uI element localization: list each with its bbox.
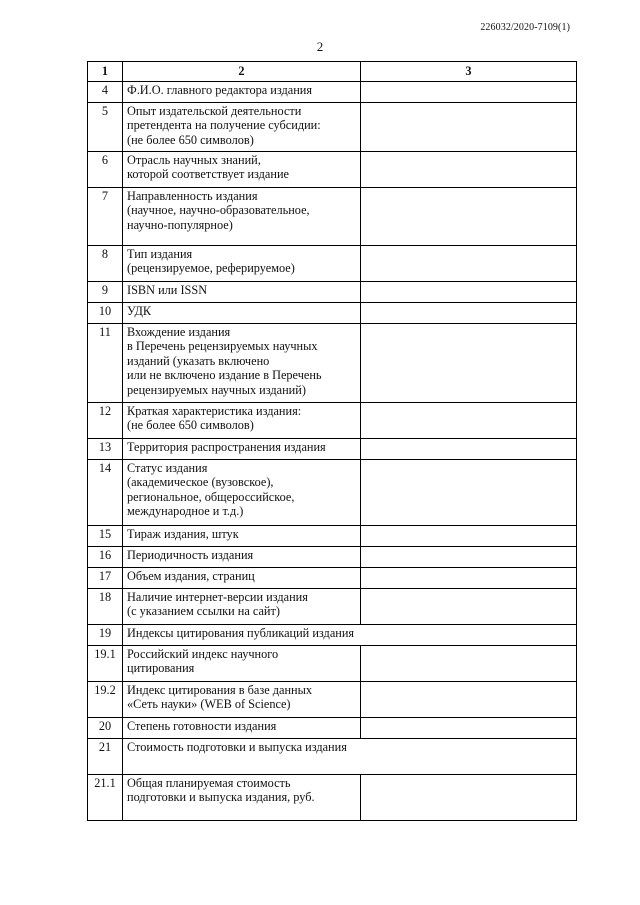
row-value-field[interactable] xyxy=(361,459,577,525)
row-number: 16 xyxy=(88,546,123,567)
row-value-field[interactable] xyxy=(361,438,577,459)
row-number: 8 xyxy=(88,245,123,281)
row-value-field[interactable] xyxy=(361,588,577,624)
row-number: 19 xyxy=(88,624,123,645)
table-row xyxy=(88,546,577,567)
row-label: Отрасль научных знаний, которой соответствует издание xyxy=(123,151,361,187)
table-row xyxy=(88,151,577,187)
row-number: 19.1 xyxy=(88,645,123,681)
row-number: 14 xyxy=(88,459,123,525)
document-id: 226032/2020-7109(1) xyxy=(480,22,570,33)
table-row xyxy=(88,281,577,302)
page-number: 2 xyxy=(316,39,324,54)
row-label: Вхождение издания в Перечень рецензируемых научных изданий (указать включено или не включено издание в Перечень рецензируемых научных изданий) xyxy=(123,323,361,402)
table-row xyxy=(88,645,577,681)
row-number: 10 xyxy=(88,302,123,323)
row-value-field[interactable] xyxy=(361,402,577,438)
row-label: Статус издания (академическое (вузовское), региональное, общероссийское, международное и т.д.) xyxy=(123,459,361,525)
row-value-field[interactable] xyxy=(361,567,577,588)
row-number: 15 xyxy=(88,525,123,546)
table-row xyxy=(88,681,577,717)
table-row xyxy=(88,302,577,323)
row-number: 12 xyxy=(88,402,123,438)
table-row xyxy=(88,438,577,459)
row-value-field[interactable] xyxy=(361,151,577,187)
table-header-row xyxy=(88,62,577,82)
row-value-field[interactable] xyxy=(361,546,577,567)
table-row xyxy=(88,402,577,438)
row-value-field[interactable] xyxy=(361,717,577,738)
row-value-field[interactable] xyxy=(361,102,577,151)
row-label: Направленность издания (научное, научно-образовательное, научно-популярное) xyxy=(123,187,361,245)
row-number: 20 xyxy=(88,717,123,738)
row-label: Общая планируемая стоимость подготовки и выпуска издания, руб. xyxy=(123,774,361,820)
table-row xyxy=(88,187,577,245)
row-label: Территория распространения издания xyxy=(123,438,361,459)
row-label: Тип издания (рецензируемое, реферируемое) xyxy=(123,245,361,281)
row-number: 7 xyxy=(88,187,123,245)
row-label: Степень готовности издания xyxy=(123,717,361,738)
table-row xyxy=(88,738,577,774)
row-label: Наличие интернет-версии издания (с указанием ссылки на сайт) xyxy=(123,588,361,624)
row-number: 11 xyxy=(88,323,123,402)
application-form-table xyxy=(87,61,577,821)
table-row xyxy=(88,624,577,645)
row-value-field[interactable] xyxy=(361,645,577,681)
row-label: УДК xyxy=(123,302,361,323)
row-value-field[interactable] xyxy=(361,281,577,302)
row-label: Индекс цитирования в базе данных «Сеть науки» (WEB of Science) xyxy=(123,681,361,717)
header-col-1: 1 xyxy=(88,62,123,82)
row-value-field[interactable] xyxy=(361,187,577,245)
row-number: 4 xyxy=(88,81,123,102)
table-row xyxy=(88,459,577,525)
table-row xyxy=(88,245,577,281)
table-row xyxy=(88,102,577,151)
table-row xyxy=(88,81,577,102)
table-row xyxy=(88,588,577,624)
row-number: 6 xyxy=(88,151,123,187)
header-col-2: 2 xyxy=(123,62,361,82)
row-label: ISBN или ISSN xyxy=(123,281,361,302)
row-value-field[interactable] xyxy=(361,81,577,102)
row-value-field[interactable] xyxy=(361,245,577,281)
row-number: 13 xyxy=(88,438,123,459)
table-row xyxy=(88,323,577,402)
table-row xyxy=(88,567,577,588)
row-number: 17 xyxy=(88,567,123,588)
row-label: Ф.И.О. главного редактора издания xyxy=(123,81,361,102)
row-label: Российский индекс научного цитирования xyxy=(123,645,361,681)
row-label: Тираж издания, штук xyxy=(123,525,361,546)
row-label: Объем издания, страниц xyxy=(123,567,361,588)
row-label: Индексы цитирования публикаций издания xyxy=(123,624,577,645)
row-label: Краткая характеристика издания: (не более 650 символов) xyxy=(123,402,361,438)
row-number: 19.2 xyxy=(88,681,123,717)
row-label: Опыт издательской деятельности претендента на получение субсидии: (не более 650 символов) xyxy=(123,102,361,151)
table-row xyxy=(88,774,577,820)
table-body xyxy=(88,81,577,820)
table-row xyxy=(88,717,577,738)
row-value-field[interactable] xyxy=(361,774,577,820)
row-number: 21.1 xyxy=(88,774,123,820)
row-number: 18 xyxy=(88,588,123,624)
table-row xyxy=(88,525,577,546)
row-number: 21 xyxy=(88,738,123,774)
header-col-3: 3 xyxy=(361,62,577,82)
row-value-field[interactable] xyxy=(361,302,577,323)
row-label: Стоимость подготовки и выпуска издания xyxy=(123,738,577,774)
row-value-field[interactable] xyxy=(361,525,577,546)
row-label: Периодичность издания xyxy=(123,546,361,567)
row-number: 5 xyxy=(88,102,123,151)
row-value-field[interactable] xyxy=(361,681,577,717)
row-value-field[interactable] xyxy=(361,323,577,402)
row-number: 9 xyxy=(88,281,123,302)
